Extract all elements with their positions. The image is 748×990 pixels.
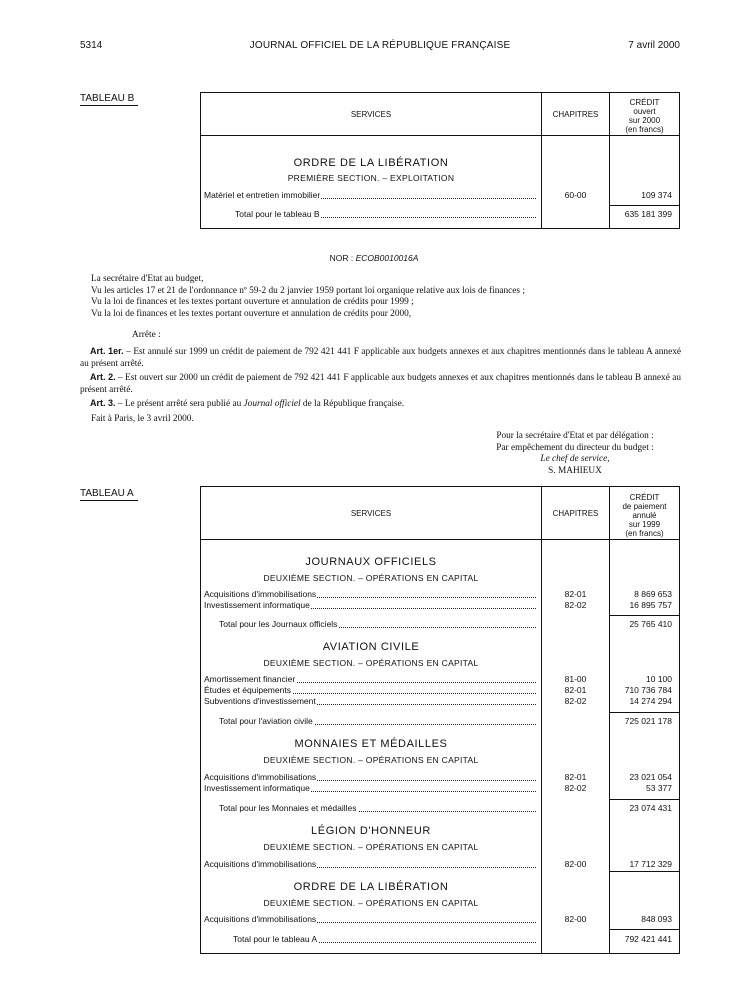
row-chapitre: 82-02 — [564, 696, 587, 706]
row-label: Investissement informatique — [204, 600, 310, 610]
credit-line: CRÉDIT — [629, 98, 660, 107]
credit-line: (en francs) — [625, 125, 664, 134]
header-rule — [201, 539, 679, 540]
section-subtitle: DEUXIÈME SECTION. – OPÉRATIONS EN CAPITAL — [263, 573, 479, 583]
total-label: Total pour l'aviation civile — [219, 716, 313, 726]
table-a — [200, 486, 680, 954]
row-label: Acquisitions d'immobilisations — [204, 914, 317, 924]
journal-title: JOURNAL OFFICIEL DE LA RÉPUBLIQUE FRANÇAISE — [249, 40, 511, 51]
row-chapitre: 81-00 — [564, 674, 587, 684]
fait-a-paris: Fait à Paris, le 3 avril 2000. — [91, 414, 194, 424]
preamble-line: Vu les articles 17 et 21 de l'ordonnance nº 59-2 du 2 janvier 1959 portant loi organique relative aux lois de finances ; — [91, 285, 525, 296]
table-row — [201, 859, 679, 870]
row-chapitre: 82-01 — [564, 772, 587, 782]
section-title: MONNAIES ET MÉDAILLES — [294, 738, 448, 750]
table-row — [201, 589, 679, 600]
row-amount: 109 374 — [641, 190, 672, 200]
article-2 — [80, 372, 681, 396]
row-amount: 10 100 — [646, 674, 672, 684]
arrete: Arrête : — [132, 330, 161, 340]
article-text: de la République française. — [300, 399, 405, 409]
table-row — [201, 914, 679, 925]
row-amount: 848 093 — [641, 914, 672, 924]
total-label: Total pour les Monnaies et médailles — [219, 803, 357, 813]
total-row — [201, 209, 679, 220]
section-title: LÉGION D'HONNEUR — [311, 825, 431, 837]
row-amount: 53 377 — [646, 783, 672, 793]
row-label: Investissement informatique — [204, 783, 310, 793]
row-label: Acquisitions d'immobilisations — [204, 589, 317, 599]
row-amount: 17 712 329 — [629, 859, 672, 869]
header-chapitres: CHAPITRES — [552, 509, 599, 518]
signature-line: Le chef de service, — [540, 454, 610, 465]
section-subtitle: DEUXIÈME SECTION. – OPÉRATIONS EN CAPITAL — [263, 898, 479, 908]
total-label: Total pour le tableau B — [235, 209, 320, 219]
row-label: Acquisitions d'immobilisations — [204, 772, 317, 782]
row-label: Subventions d'investissement — [204, 696, 316, 706]
total-rule — [610, 871, 679, 872]
total-amount: 25 765 410 — [629, 619, 672, 629]
table-row — [201, 190, 679, 201]
preamble-line: Vu la loi de finances et les textes portant ouverture et annulation de crédits pour 1999 ; — [91, 297, 414, 308]
total-rule — [610, 929, 679, 930]
total-amount: 792 421 441 — [624, 934, 672, 944]
credit-line: ouvert — [633, 107, 656, 116]
section-subtitle: PREMIÈRE SECTION. – EXPLOITATION — [287, 173, 455, 183]
row-amount: 16 895 757 — [629, 600, 672, 610]
total-row — [201, 716, 679, 727]
table-b — [200, 92, 680, 229]
credit-line: CRÉDIT — [629, 493, 660, 502]
article-text: – Est annulé sur 1999 un crédit de paiement de 792 421 441 F applicable aux budgets annexes et aux chapitres mentionnés dans le tableau A annexé au présent arrêté. — [80, 347, 681, 369]
row-label: Études et équipements — [204, 685, 291, 695]
row-label: Acquisitions d'immobilisations — [204, 859, 317, 869]
total-rule — [610, 615, 679, 616]
issue-date: 7 avril 2000 — [628, 40, 680, 51]
preamble-line: Vu la loi de finances et les textes portant ouverture et annulation de crédits pour 2000, — [91, 308, 412, 319]
header-chapitres: CHAPITRES — [552, 110, 599, 119]
credit-line: sur 2000 — [628, 116, 661, 125]
header-credit — [610, 98, 679, 134]
total-rule — [610, 205, 679, 206]
row-amount: 14 274 294 — [629, 696, 672, 706]
row-chapitre: 82-00 — [564, 859, 587, 869]
row-amount: 8 869 653 — [634, 589, 672, 599]
article-text: – Le présent arrêté sera publié au — [115, 399, 244, 409]
row-amount: 23 021 054 — [629, 772, 672, 782]
total-label: Total pour les Journaux officiels — [219, 619, 338, 629]
credit-line: sur 1999 — [628, 520, 661, 529]
signature-line: Par empêchement du directeur du budget : — [496, 442, 654, 453]
table-row — [201, 696, 679, 707]
section-subtitle: DEUXIÈME SECTION. – OPÉRATIONS EN CAPITAL — [263, 755, 479, 765]
row-chapitre: 82-02 — [564, 600, 587, 610]
table-b-label: TABLEAU B — [80, 93, 138, 106]
page-number: 5314 — [80, 40, 103, 51]
section-title: ORDRE DE LA LIBÉRATION — [293, 881, 449, 893]
preamble — [91, 274, 681, 320]
total-rule — [610, 712, 679, 713]
total-row — [201, 803, 679, 814]
total-amount: 635 181 399 — [624, 209, 672, 219]
section-title: ORDRE DE LA LIBÉRATION — [293, 157, 449, 169]
table-row — [201, 783, 679, 794]
section-subtitle: DEUXIÈME SECTION. – OPÉRATIONS EN CAPITAL — [263, 658, 479, 668]
row-chapitre: 82-02 — [564, 783, 587, 793]
credit-line: de paiement — [622, 502, 667, 511]
total-rule — [610, 799, 679, 800]
article-3 — [80, 398, 681, 411]
article-label: Art. 2. — [90, 372, 116, 382]
row-chapitre: 82-01 — [564, 589, 587, 599]
total-amount: 725 021 178 — [624, 716, 672, 726]
preamble-line: La secrétaire d'Etat au budget, — [91, 274, 204, 284]
signatory-name: S. MAHIEUX — [548, 465, 602, 476]
header-credit — [610, 493, 679, 538]
article-text: – Est ouvert sur 2000 un crédit de paiement de 792 421 441 F applicable aux budgets annexes et aux chapitres mentionnés dans le tableau B annexé au présent arrêté. — [80, 373, 681, 395]
row-chapitre: 82-01 — [564, 685, 587, 695]
table-row — [201, 600, 679, 611]
header-rule — [201, 135, 679, 136]
row-label: Amortissement financier — [204, 674, 296, 684]
article-label: Art. 1er. — [90, 346, 124, 356]
page-header — [80, 40, 680, 54]
row-chapitre: 60-00 — [564, 190, 587, 200]
total-label: Total pour le tableau A — [233, 934, 318, 944]
signature-block — [470, 431, 680, 477]
total-amount: 23 074 431 — [629, 803, 672, 813]
row-label: Matériel et entretien immobilier — [204, 190, 321, 200]
header-services: SERVICES — [350, 110, 392, 119]
table-a-label: TABLEAU A — [80, 488, 138, 501]
article-journal-name: Journal officiel — [243, 399, 301, 409]
header-services: SERVICES — [350, 509, 392, 518]
credit-line: annulé — [632, 511, 657, 520]
credit-line: (en francs) — [625, 529, 664, 538]
total-row — [201, 619, 679, 630]
row-chapitre: 82-00 — [564, 914, 587, 924]
signature-line: Pour la secrétaire d'Etat et par délégation : — [496, 431, 654, 441]
nor-reference — [0, 253, 748, 263]
article-1 — [80, 346, 681, 370]
nor-prefix: NOR : — [329, 253, 354, 263]
section-title: AVIATION CIVILE — [322, 641, 420, 653]
row-amount: 710 736 784 — [624, 685, 672, 695]
section-subtitle: DEUXIÈME SECTION. – OPÉRATIONS EN CAPITAL — [263, 842, 479, 852]
nor-code: ECOB0010016A — [355, 253, 419, 263]
table-row — [201, 772, 679, 783]
total-row — [201, 934, 679, 945]
table-row — [201, 685, 679, 696]
section-title: JOURNAUX OFFICIELS — [305, 556, 437, 568]
article-label: Art. 3. — [90, 398, 116, 408]
table-row — [201, 674, 679, 685]
